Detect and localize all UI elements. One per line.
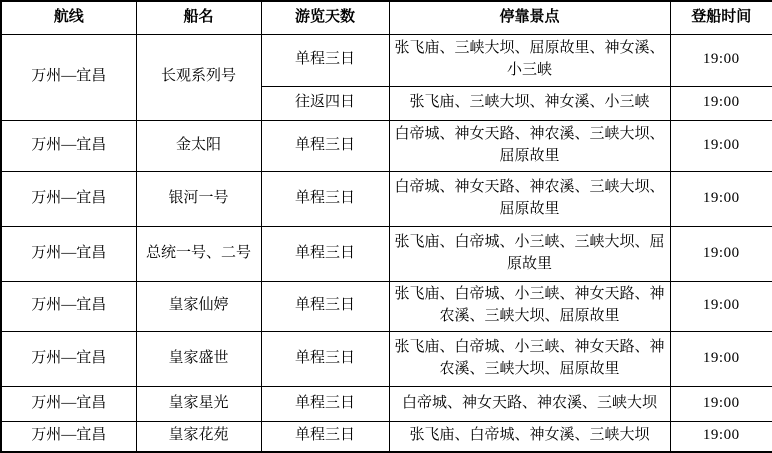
days-cell: 单程三日 (261, 331, 389, 386)
route-cell: 万州—宜昌 (1, 331, 136, 386)
days-cell: 单程三日 (261, 226, 389, 281)
days-cell: 单程三日 (261, 386, 389, 421)
ship-cell: 总统一号、二号 (136, 226, 261, 281)
days-cell: 往返四日 (261, 86, 389, 120)
ship-cell: 皇家盛世 (136, 331, 261, 386)
table-row (1, 386, 772, 421)
days-cell: 单程三日 (261, 281, 389, 331)
stops-cell: 张飞庙、白帝城、神女溪、三峡大坝 (389, 421, 670, 452)
header-route: 航线 (1, 1, 136, 34)
route-cell: 万州—宜昌 (1, 171, 136, 226)
route-cell: 万州—宜昌 (1, 34, 136, 120)
time-cell: 19:00 (670, 281, 772, 331)
stops-cell: 白帝城、神女天路、神农溪、三峡大坝 (389, 386, 670, 421)
stops-cell: 张飞庙、白帝城、小三峡、三峡大坝、屈原故里 (389, 226, 670, 281)
table-row (1, 34, 772, 86)
route-cell: 万州—宜昌 (1, 226, 136, 281)
time-cell: 19:00 (670, 386, 772, 421)
route-cell: 万州—宜昌 (1, 421, 136, 452)
table-row (1, 120, 772, 171)
route-cell: 万州—宜昌 (1, 281, 136, 331)
table-header-row (1, 1, 772, 34)
time-cell: 19:00 (670, 171, 772, 226)
days-cell: 单程三日 (261, 171, 389, 226)
stops-cell: 张飞庙、白帝城、小三峡、神女天路、神农溪、三峡大坝、屈原故里 (389, 281, 670, 331)
table-row (1, 281, 772, 331)
table-row (1, 331, 772, 386)
time-cell: 19:00 (670, 120, 772, 171)
ship-cell: 长观系列号 (136, 34, 261, 120)
stops-cell: 张飞庙、白帝城、小三峡、神女天路、神农溪、三峡大坝、屈原故里 (389, 331, 670, 386)
stops-cell: 白帝城、神女天路、神农溪、三峡大坝、屈原故里 (389, 171, 670, 226)
header-time: 登船时间 (670, 1, 772, 34)
days-cell: 单程三日 (261, 34, 389, 86)
time-cell: 19:00 (670, 331, 772, 386)
days-cell: 单程三日 (261, 120, 389, 171)
stops-cell: 白帝城、神女天路、神农溪、三峡大坝、屈原故里 (389, 120, 670, 171)
ship-cell: 皇家花苑 (136, 421, 261, 452)
table-row (1, 421, 772, 452)
table-row (1, 171, 772, 226)
header-ship: 船名 (136, 1, 261, 34)
route-cell: 万州—宜昌 (1, 386, 136, 421)
ship-cell: 皇家星光 (136, 386, 261, 421)
stops-cell: 张飞庙、三峡大坝、屈原故里、神女溪、小三峡 (389, 34, 670, 86)
route-cell: 万州—宜昌 (1, 120, 136, 171)
ship-cell: 金太阳 (136, 120, 261, 171)
days-cell: 单程三日 (261, 421, 389, 452)
header-stops: 停靠景点 (389, 1, 670, 34)
table-row (1, 226, 772, 281)
time-cell: 19:00 (670, 86, 772, 120)
time-cell: 19:00 (670, 226, 772, 281)
ship-cell: 皇家仙婷 (136, 281, 261, 331)
stops-cell: 张飞庙、三峡大坝、神女溪、小三峡 (389, 86, 670, 120)
ship-cell: 银河一号 (136, 171, 261, 226)
time-cell: 19:00 (670, 421, 772, 452)
header-days: 游览天数 (261, 1, 389, 34)
time-cell: 19:00 (670, 34, 772, 86)
